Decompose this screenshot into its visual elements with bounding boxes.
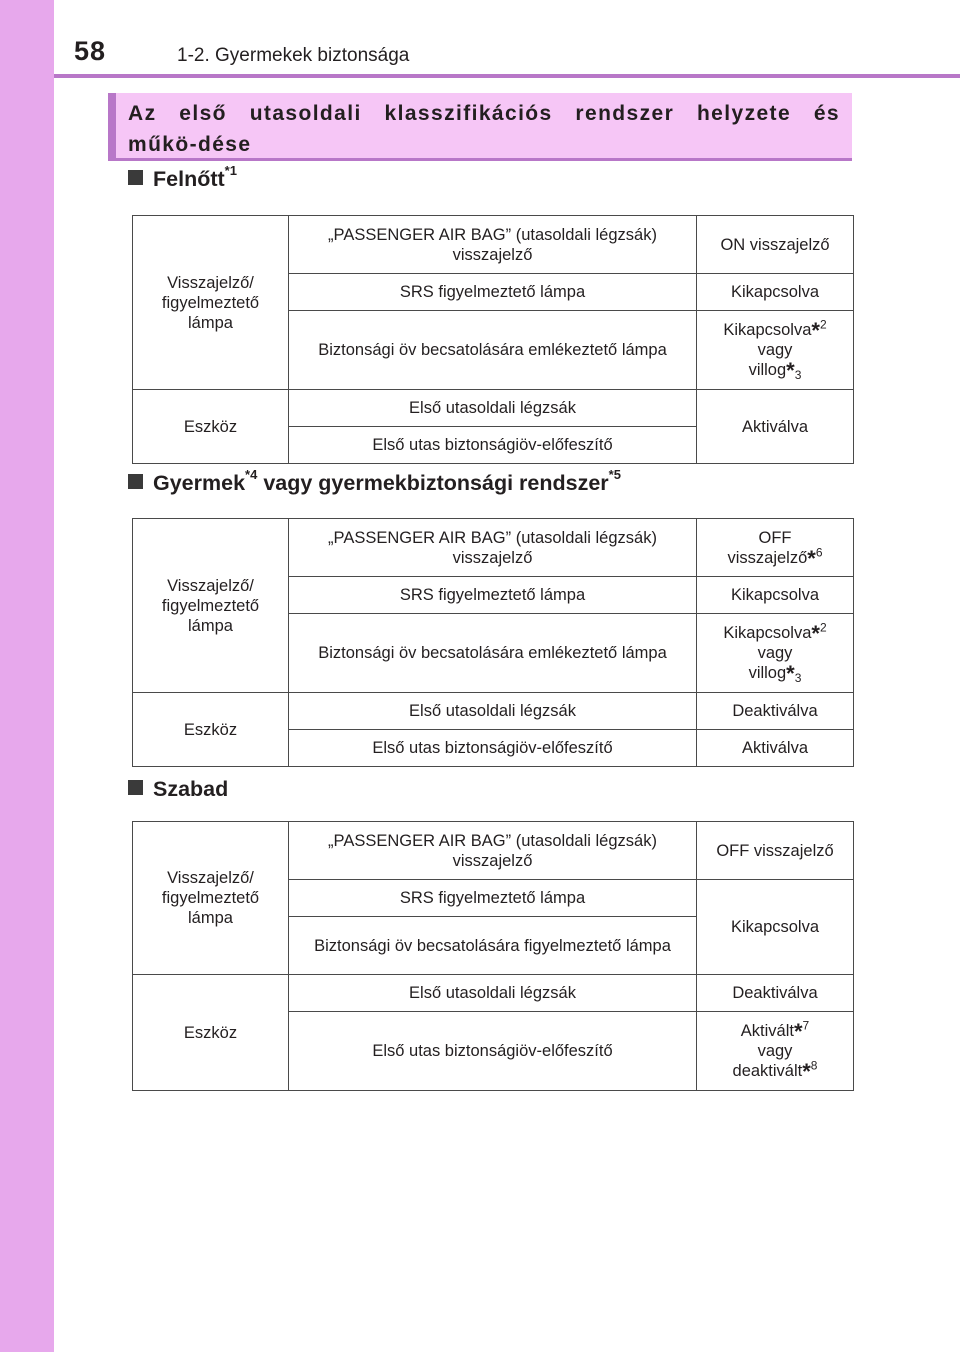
front-airbag-cell: Első utasoldali légzsák: [289, 693, 697, 730]
status-cell: OFF visszajelző*$^6$: [697, 519, 854, 577]
status-cell: Kikapcsolva*$^2$ vagy $villog*_3$: [697, 311, 854, 390]
device-group-cell: Eszköz: [133, 693, 289, 767]
square-bullet-icon: [128, 474, 143, 489]
square-bullet-icon: [128, 170, 143, 185]
heading-vacant: Szabad: [128, 777, 228, 802]
device-group-cell: Eszköz: [133, 390, 289, 464]
heading-child: Gyermek$^{*4}$ vagy gyermekbiztonsági rendszer$^{*5}$: [128, 471, 621, 496]
indicator-group-cell: Visszajelző/ figyelmeztető lámpa: [133, 519, 289, 693]
status-cell: Kikapcsolva*$^2$ vagy $villog*_3$: [697, 614, 854, 693]
status-cell: Aktiválva: [697, 390, 854, 464]
table-row: [133, 519, 854, 577]
child-status-table: [132, 518, 854, 767]
pretensioner-cell: Első utas biztonságiöv-előfeszítő: [289, 1012, 697, 1091]
table-row: [133, 975, 854, 1012]
status-cell: Deaktiválva: [697, 975, 854, 1012]
passenger-airbag-indicator-cell: „PASSENGER AIR BAG” (utasoldali légzsák) visszajelző: [289, 822, 697, 880]
seatbelt-warning-cell: Biztonsági öv becsatolására figyelmeztető lámpa: [289, 917, 697, 975]
pretensioner-cell: Első utas biztonságiöv-előfeszítő: [289, 730, 697, 767]
adult-status-table: [132, 215, 854, 464]
heading-adult: Felnőtt$^{*1}$: [128, 167, 237, 192]
status-cell: ON visszajelző: [697, 216, 854, 274]
srs-lamp-cell: SRS figyelmeztető lámpa: [289, 274, 697, 311]
status-cell: Kikapcsolva: [697, 880, 854, 975]
table-row: [133, 822, 854, 880]
passenger-airbag-indicator-cell: „PASSENGER AIR BAG” (utasoldali légzsák) visszajelző: [289, 216, 697, 274]
seatbelt-reminder-cell: Biztonsági öv becsatolására emlékeztető lámpa: [289, 614, 697, 693]
table-row: [133, 693, 854, 730]
status-cell: Aktivált*$^7$ vagy deaktivált*$^8$: [697, 1012, 854, 1091]
indicator-group-cell: Visszajelző/ figyelmeztető lámpa: [133, 822, 289, 975]
device-group-cell: Eszköz: [133, 975, 289, 1091]
table-row: [133, 216, 854, 274]
pretensioner-cell: Első utas biztonságiöv-előfeszítő: [289, 427, 697, 464]
passenger-airbag-indicator-cell: „PASSENGER AIR BAG” (utasoldali légzsák) visszajelző: [289, 519, 697, 577]
indicator-group-cell: Visszajelző/ figyelmeztető lámpa: [133, 216, 289, 390]
seatbelt-reminder-cell: Biztonsági öv becsatolására emlékeztető lámpa: [289, 311, 697, 390]
header-rule: [54, 74, 960, 78]
status-cell: Deaktiválva: [697, 693, 854, 730]
status-cell: Kikapcsolva: [697, 274, 854, 311]
status-cell: Kikapcsolva: [697, 577, 854, 614]
srs-lamp-cell: SRS figyelmeztető lámpa: [289, 577, 697, 614]
table-row: [133, 390, 854, 427]
section-title: Az első utasoldali klasszifikációs rendszer helyzete és műkö-dése: [108, 93, 852, 161]
side-color-strip: [0, 0, 54, 1352]
status-cell: OFF visszajelző: [697, 822, 854, 880]
square-bullet-icon: [128, 780, 143, 795]
front-airbag-cell: Első utasoldali légzsák: [289, 390, 697, 427]
vacant-status-table: [132, 821, 854, 1091]
status-cell: Aktiválva: [697, 730, 854, 767]
srs-lamp-cell: SRS figyelmeztető lámpa: [289, 880, 697, 917]
running-head: 1-2. Gyermekek biztonsága: [177, 45, 410, 66]
front-airbag-cell: Első utasoldali légzsák: [289, 975, 697, 1012]
page-number: 58: [74, 36, 107, 66]
